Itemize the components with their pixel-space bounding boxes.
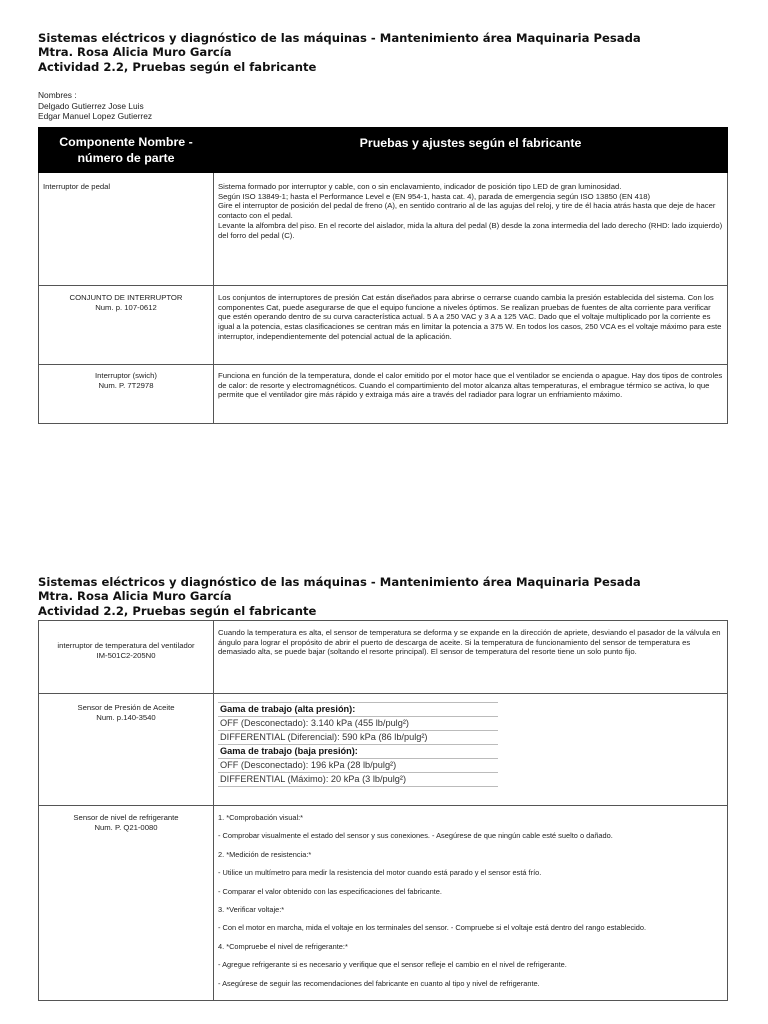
student-name-2: Edgar Manuel Lopez Gutierrez bbox=[38, 111, 153, 122]
part-number: Num. p.140-3540 bbox=[96, 712, 156, 722]
tests-cell bbox=[214, 173, 728, 286]
test-text: Cuando la temperatura es alta, el sensor de temperatura se deforma y se expande en la dirección de apriete, desviando el pasador de la válvula en ángulo para lograr el propósito de abrir el puerto de descarga de aceite. Si la temperatura de funcionamiento del sensor de temperatura es demasiado alta, se puede bajar (soltando el resorte principal). El sensor de temperatura del resorte tiene un solo punto fijo. bbox=[218, 628, 721, 657]
teacher-name: Mtra. Rosa Alicia Muro García bbox=[38, 589, 232, 604]
tests-cell bbox=[214, 806, 728, 1001]
page1-header bbox=[38, 31, 641, 74]
tests-column-header: Pruebas y ajustes según el fabricante bbox=[214, 128, 728, 173]
step-text: - Comparar el valor obtenido con las especificaciones del fabricante. bbox=[218, 886, 442, 896]
step-text: - Agregue refrigerante si es necesario y verifique que el sensor refleje el cambio en el nivel de refrigerante. bbox=[218, 960, 567, 970]
names-label: Nombres : bbox=[38, 90, 77, 100]
tests-cell bbox=[214, 694, 728, 806]
table-row bbox=[39, 621, 728, 694]
page2-header bbox=[38, 575, 641, 618]
step-text: 2. *Medición de resistencia:* bbox=[218, 849, 312, 859]
test-text: Funciona en función de la temperatura, donde el calor emitido por el motor hace que el ventilador se encienda o apague. Hay dos tipos de controles de calor: de resorte y electromagnéticos. Cuando el compartimiento del motor alcanza altas temperaturas, el embrague térmico se activa, lo que permite que el ventilador gire más rápido y extraiga más aire a través del radiador para lograr un enfriamiento máximo. bbox=[218, 371, 723, 400]
range-heading-high: Gama de trabajo (alta presión): bbox=[218, 703, 498, 717]
step-text: - Asegúrese de seguir las recomendaciones del fabricante en cuanto al tipo y nivel de refrigerante. bbox=[218, 978, 540, 988]
component-cell bbox=[39, 286, 214, 365]
component-name: Sensor de Presión de Aceite bbox=[77, 703, 175, 712]
pressure-ranges bbox=[218, 702, 498, 787]
part-number: Num. p. 107-0612 bbox=[95, 302, 157, 312]
student-name-1: Delgado Gutierrez Jose Luis bbox=[38, 100, 144, 111]
range-heading-low: Gama de trabajo (baja presión): bbox=[218, 745, 498, 759]
step-text: - Comprobar visualmente el estado del sensor y sus conexiones. - Asegúrese de que ningún cable esté suelto o dañado. bbox=[218, 831, 613, 841]
test-text: Sistema formado por interruptor y cable, con o sin enclavamiento, indicador de posición tipo LED de gran luminosidad. bbox=[218, 182, 622, 191]
table-row bbox=[39, 286, 728, 365]
test-text: Según ISO 13849-1; hasta el Performance Level e (EN 954-1, hasta cat. 4), parada de emergencia según ISO 13850 (EN 418) bbox=[218, 191, 651, 201]
component-name: Interruptor (swich) bbox=[95, 371, 157, 380]
component-cell bbox=[39, 365, 214, 424]
range-value: OFF (Desconectado): 196 kPa (28 lb/pulg²) bbox=[218, 759, 498, 773]
tests-table-2 bbox=[38, 620, 728, 1001]
step-text: 3. *Verificar voltaje:* bbox=[218, 904, 285, 914]
component-name: Interruptor de pedal bbox=[43, 182, 111, 191]
part-number: Num. P. Q21-0080 bbox=[94, 822, 158, 832]
tests-cell bbox=[214, 621, 728, 694]
activity-title: Actividad 2.2, Pruebas según el fabricante bbox=[38, 603, 317, 618]
table-header-row bbox=[39, 128, 728, 173]
component-name: interruptor de temperatura del ventilador bbox=[57, 641, 195, 650]
table-row bbox=[39, 806, 728, 1001]
teacher-name: Mtra. Rosa Alicia Muro García bbox=[38, 45, 232, 60]
tests-cell bbox=[214, 365, 728, 424]
component-name: Sensor de nivel de refrigerante bbox=[73, 813, 179, 822]
component-cell bbox=[39, 621, 214, 694]
part-number: IM-501C2-205N0 bbox=[96, 650, 156, 660]
component-cell bbox=[39, 694, 214, 806]
course-title: Sistemas eléctricos y diagnóstico de las máquinas - Mantenimiento área Maquinaria Pesada bbox=[38, 31, 641, 45]
component-name: CONJUNTO DE INTERRUPTOR bbox=[69, 293, 183, 302]
component-column-header: Componente Nombre - número de parte bbox=[39, 128, 214, 173]
table-row bbox=[39, 694, 728, 806]
course-title: Sistemas eléctricos y diagnóstico de las máquinas - Mantenimiento área Maquinaria Pesada bbox=[38, 575, 641, 589]
table-row bbox=[39, 173, 728, 286]
table-row bbox=[39, 365, 728, 424]
names-block bbox=[38, 90, 152, 122]
part-number: Num. P. 7T2978 bbox=[98, 380, 154, 390]
step-text: 4. *Compruebe el nivel de refrigerante:* bbox=[218, 941, 348, 951]
component-cell bbox=[39, 806, 214, 1001]
range-value: OFF (Desconectado): 3.140 kPa (455 lb/pulg²) bbox=[218, 717, 498, 731]
activity-title: Actividad 2.2, Pruebas según el fabricante bbox=[38, 59, 317, 74]
tests-cell bbox=[214, 286, 728, 365]
tests-table-1 bbox=[38, 127, 728, 424]
step-text: - Con el motor en marcha, mida el voltaje en los terminales del sensor. - Compruebe si el voltaje está dentro del rango establecido. bbox=[218, 923, 647, 933]
test-text: Gire el interruptor de posición del pedal de freno (A), en sentido contrario al de las agujas del reloj, y tire de él hacia atrás hasta que deje de hacer contacto con el pedal. bbox=[218, 201, 716, 221]
step-text: 1. *Comprobación visual:* bbox=[218, 813, 304, 822]
step-text: - Utilice un multímetro para medir la resistencia del motor cuando está parado y el sensor está frío. bbox=[218, 868, 542, 878]
range-value: DIFFERENTIAL (Diferencial): 590 kPa (86 lb/pulg²) bbox=[218, 731, 498, 745]
component-cell bbox=[39, 173, 214, 286]
test-text: Los conjuntos de interruptores de presión Cat están diseñados para abrirse o cerrarse cuando cambia la presión establecida del sistema. Con los componentes Cat, puede asegurarse de que el equipo funcione a niveles óptimos. Se realizan pruebas de fuentes de alta corriente para verificar que estén operando dentro de su curva característica actual. 5 A a 250 VAC y 3 A a 125 VAC. Dado que el voltaje multiplicado por la corriente es igual a la potencia, estas clasificaciones se centran más en limitar la potencia a 375 W. En todos los casos, 250 VCA es el voltaje máximo para este interruptor, independientemente del potencial actual de la aplicación. bbox=[218, 293, 722, 341]
range-value: DIFFERENTIAL (Máximo): 20 kPa (3 lb/pulg²) bbox=[218, 773, 498, 787]
test-text: Levante la alfombra del piso. En el recorte del aislador, mida la altura del pedal (B) desde la zona intermedia del lado derecho (RHD: lado izquierdo) del forro del pedal (C). bbox=[218, 220, 723, 240]
